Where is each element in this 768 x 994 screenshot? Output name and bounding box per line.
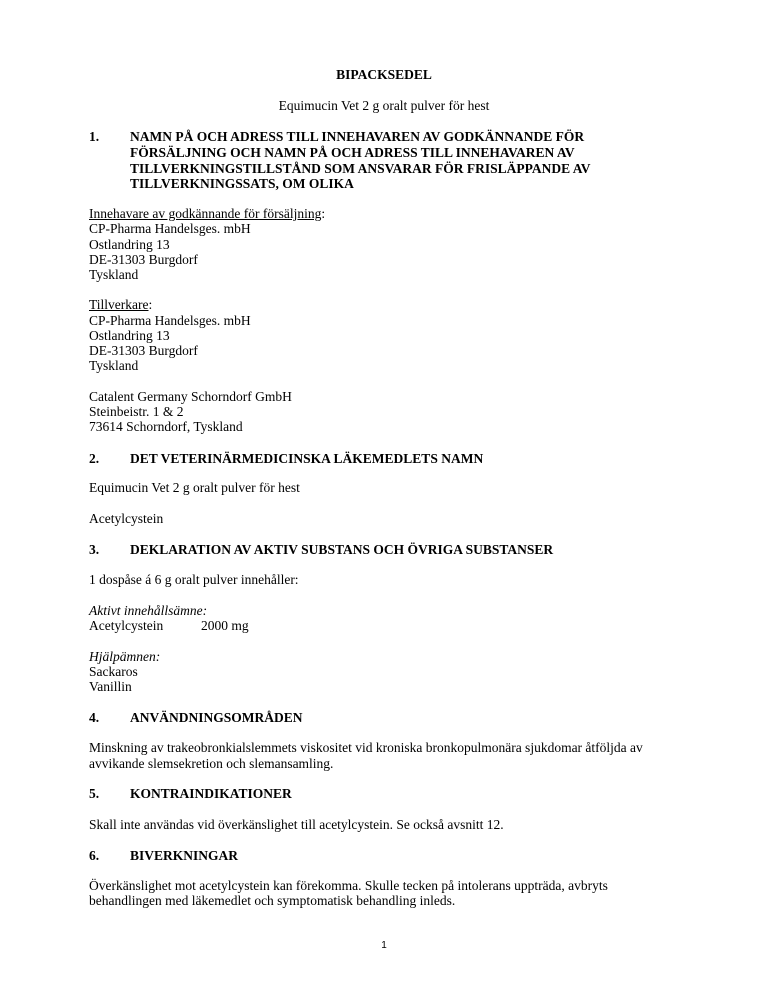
active-ingredient-name: Acetylcystein xyxy=(89,618,164,633)
page-number: 1 xyxy=(381,940,387,951)
product-name: Equimucin Vet 2 g oralt pulver för hest xyxy=(278,98,490,113)
holder-address-line: Tyskland xyxy=(89,267,139,282)
composition-intro: 1 dospåse á 6 g oralt pulver innehåller: xyxy=(89,572,299,587)
section-1-number: 1. xyxy=(89,129,100,144)
section-2-number: 2. xyxy=(89,451,100,466)
section-1-heading-line: FÖRSÄLJNING OCH NAMN PÅ OCH ADRESS TILL INNEHAVAREN AV xyxy=(130,145,575,160)
holder-label: Innehavare av godkännande för försäljning xyxy=(89,206,322,221)
holder-address-line: DE-31303 Burgdorf xyxy=(89,252,198,267)
section-5-number: 5. xyxy=(89,786,100,801)
maker2-address-line: Steinbeistr. 1 & 2 xyxy=(89,404,184,419)
maker-label: Tillverkare xyxy=(89,297,149,312)
section-6-number: 6. xyxy=(89,848,100,863)
maker2-address-line: Catalent Germany Schorndorf GmbH xyxy=(89,389,292,404)
indications-text-line: Minskning av trakeobronkialslemmets viskositet vid kroniska bronkopulmonära sjukdomar åtföljda av xyxy=(89,740,643,755)
excipient-item: Vanillin xyxy=(89,679,132,694)
holder-address-line: Ostlandring 13 xyxy=(89,237,170,252)
section-2-heading: DET VETERINÄRMEDICINSKA LÄKEMEDLETS NAMN xyxy=(130,451,484,466)
section-5-heading: KONTRAINDIKATIONER xyxy=(130,786,292,801)
maker-address-line: DE-31303 Burgdorf xyxy=(89,343,198,358)
side-effects-text-line: Överkänslighet mot acetylcystein kan förekomma. Skulle tecken på intolerans uppträda, avbryts xyxy=(89,878,608,893)
holder-label-line: Innehavare av godkännande för försäljning: xyxy=(89,206,326,221)
holder-address-line: CP-Pharma Handelsges. mbH xyxy=(89,221,251,236)
section-6-heading: BIVERKNINGAR xyxy=(130,848,239,863)
maker-address-line: Ostlandring 13 xyxy=(89,328,170,343)
section-4-number: 4. xyxy=(89,710,100,725)
active-ingredient-amount: 2000 mg xyxy=(201,618,249,633)
section-1-heading-line: TILLVERKNINGSTILLSTÅND SOM ANSVARAR FÖR FRISLÄPPANDE AV xyxy=(130,161,591,176)
indications-text-line: avvikande slemsekretion och slemansamling. xyxy=(89,756,334,771)
maker-address-line: CP-Pharma Handelsges. mbH xyxy=(89,313,251,328)
product-name-text: Equimucin Vet 2 g oralt pulver för hest xyxy=(89,480,300,495)
section-3-heading: DEKLARATION AV AKTIV SUBSTANS OCH ÖVRIGA SUBSTANSER xyxy=(130,542,554,557)
section-4-heading: ANVÄNDNINGSOMRÅDEN xyxy=(130,710,303,725)
excipient-item: Sackaros xyxy=(89,664,138,679)
section-1-heading-line: TILLVERKNINGSSATS, OM OLIKA xyxy=(130,176,354,191)
maker-address-line: Tyskland xyxy=(89,358,139,373)
contraindications-text: Skall inte användas vid överkänslighet till acetylcystein. Se också avsnitt 12. xyxy=(89,817,504,832)
section-1-heading-line: NAMN PÅ OCH ADRESS TILL INNEHAVAREN AV GODKÄNNANDE FÖR xyxy=(130,129,585,144)
maker-label-line: Tillverkare: xyxy=(89,297,153,312)
active-substance-text: Acetylcystein xyxy=(89,511,164,526)
document-title: BIPACKSEDEL xyxy=(336,67,432,82)
section-3-number: 3. xyxy=(89,542,100,557)
active-ingredient-label: Aktivt innehållsämne: xyxy=(89,603,208,618)
maker2-address-line: 73614 Schorndorf, Tyskland xyxy=(89,419,243,434)
side-effects-text-line: behandlingen med läkemedlet och symptomatisk behandling inleds. xyxy=(89,893,456,908)
excipients-label: Hjälpämnen: xyxy=(89,649,161,664)
